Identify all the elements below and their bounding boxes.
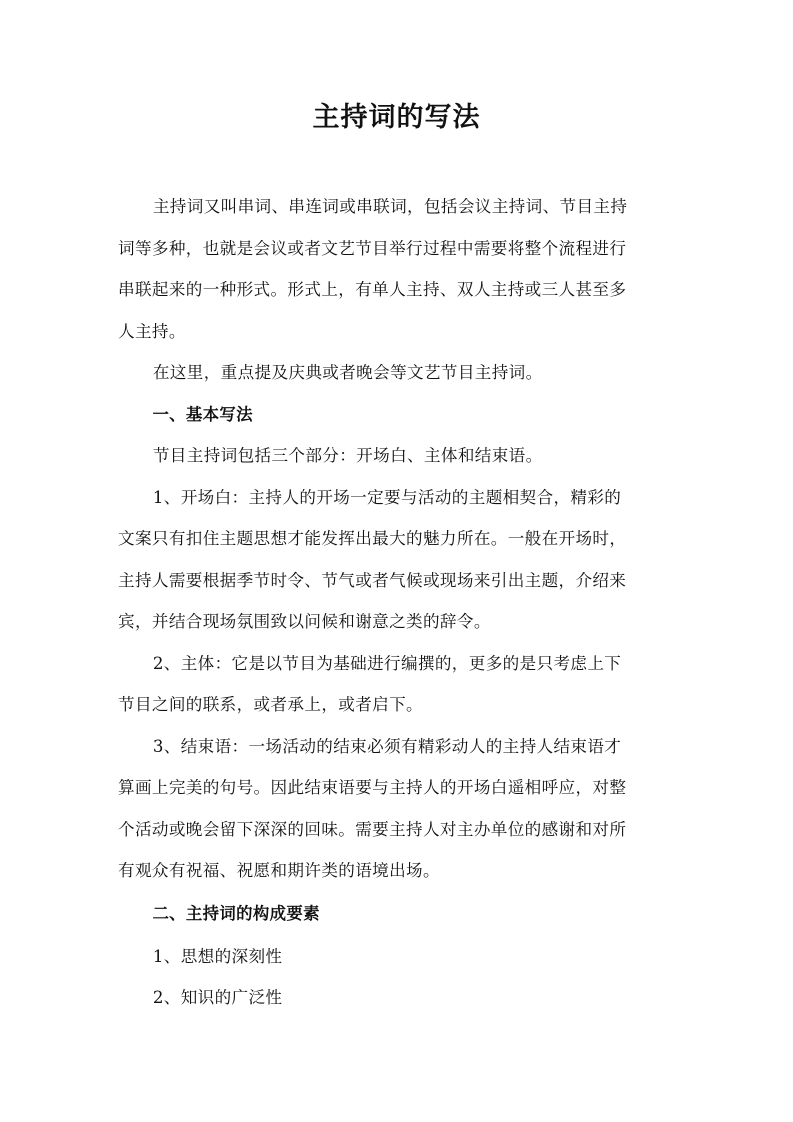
list-item-depth-of-thought [118,936,675,978]
text-line: 算画上完美的句号。因此结束语要与主持人的开场白遥相呼应，对整 [118,778,627,797]
text-line: 3、结束语：一场活动的结束必须有精彩动人的主持人结束语才 [152,736,622,756]
paragraph-opening [118,477,675,643]
paragraph-closing [118,726,675,892]
text-line: 个活动或晚会留下深深的回味。需要主持人对主办单位的感谢和对所 [118,819,627,839]
section-heading-basic-writing [118,394,675,436]
text-line: 在这里，重点提及庆典或者晚会等文艺节目主持词。 [152,363,543,382]
heading-text: 二、主持词的构成要素 [152,903,320,923]
text-line: 2、主体：它是以节目为基础进行编撰的，更多的是只考虑上下 [152,653,622,673]
text-line: 主持词又叫串词、串连词或串联词，包括会议主持词、节目主持 [152,197,628,216]
text-line: 主持人需要根据季节时令、节气或者气候或现场来引出主题，介绍来 [118,570,627,590]
text-line: 文案只有扣住主题思想才能发挥出最大的魅力所在。一般在开场时， [118,529,627,548]
text-line: 词等多种，也就是会议或者文艺节目举行过程中需要将整个流程进行 [118,238,627,258]
text-line: 1、开场白：主持人的开场一定要与活动的主题相契合，精彩的 [152,487,622,507]
text-line: 节目主持词包括三个部分：开场白、主体和结束语。 [152,446,543,465]
text-line: 宾，并结合现场氛围致以问候和谢意之类的辞令。 [118,612,491,631]
text-line: 1、思想的深刻性 [152,946,283,966]
paragraph-focus [118,352,675,394]
paragraph-intro [118,186,675,352]
heading-text: 一、基本写法 [152,404,253,424]
document-title: 主持词的写法 [312,102,481,133]
document-body [118,186,675,1019]
section-heading-elements [118,892,675,936]
paragraph-three-parts [118,435,675,477]
text-line: 有观众有祝福、祝愿和期许类的语境出场。 [118,861,440,880]
text-line: 2、知识的广泛性 [152,988,283,1007]
list-item-breadth-of-knowledge [118,977,675,1019]
text-line: 节目之间的联系，或者承上，或者启下。 [118,695,423,714]
text-line: 串联起来的一种形式。形式上，有单人主持、双人主持或三人甚至多 [118,280,627,299]
text-line: 人主持。 [118,321,186,341]
paragraph-main-body [118,643,675,726]
